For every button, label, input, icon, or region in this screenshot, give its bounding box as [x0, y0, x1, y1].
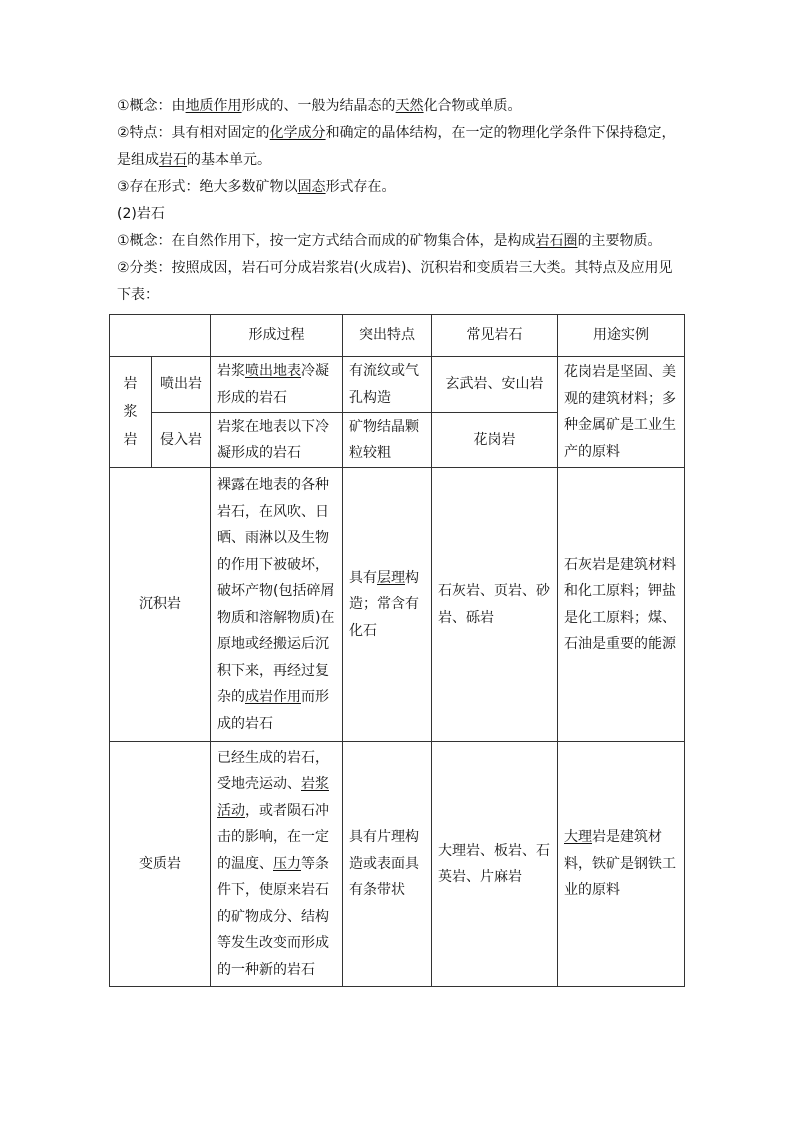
text: 化合物或单质。: [423, 98, 522, 114]
term-diagenesis: 成岩作用: [245, 689, 301, 705]
term-natural: 天然: [395, 98, 424, 114]
term-geological-action: 地质作用: [185, 98, 242, 114]
char: 岩: [123, 376, 138, 392]
intrusive-process: 岩浆在地表以下冷凝形成的岩石: [211, 413, 343, 468]
table-row-metamorphic: [110, 742, 685, 987]
term-bedding: 层理: [377, 569, 405, 586]
metamorphic-use: [558, 742, 685, 987]
mineral-features: [117, 120, 697, 174]
table-row-sedimentary: [110, 468, 685, 742]
text: 是组成: [117, 152, 159, 168]
text: ①概念：由: [117, 98, 186, 114]
char: 浆: [123, 404, 138, 420]
table-row-extrusive: [110, 357, 685, 413]
text: 而形成的岩石: [217, 689, 329, 732]
text: 具有: [349, 569, 377, 586]
extrusive-process: [211, 357, 343, 413]
text: 的主要物质。: [577, 233, 662, 249]
text: 下表：: [117, 287, 159, 303]
term-solid-state: 固态: [297, 179, 326, 195]
text: 等条件下，使原来岩石的矿物成分、结构等发生改变而形成的一种新的岩石: [217, 855, 329, 978]
rock-classification: [117, 255, 697, 309]
text: ③存在形式：绝大多数矿物以: [117, 179, 298, 195]
text: 冷凝形成的岩石: [217, 363, 329, 406]
term-lithosphere: 岩石圈: [535, 233, 578, 249]
rock-concept: [117, 228, 677, 255]
intrusive-feature: 矿物结晶颗粒较粗: [343, 413, 432, 468]
term-rock: 岩石: [159, 152, 187, 168]
mineral-existence: [117, 174, 677, 201]
igneous-label: [110, 357, 152, 468]
text: 岩是建筑材料，铁矿是钢铁工业的原料: [564, 829, 676, 899]
text: 的基本单元。: [187, 152, 271, 168]
header-use: 用途实例: [558, 315, 685, 357]
sedimentary-use: 石灰岩是建筑材料和化工原料；钾盐是化工原料；煤、石油是重要的能源: [558, 468, 685, 742]
sedimentary-process: [211, 468, 343, 742]
mineral-concept: [117, 93, 677, 120]
text: 和确定的晶体结构，在一定的物理化学条件下保持稳定，: [325, 125, 676, 141]
text: 构造；常含有化石: [349, 569, 419, 639]
intrusive-name: 侵入岩: [152, 413, 211, 468]
term-marble: 大理: [564, 829, 592, 846]
rock-table: [109, 314, 685, 987]
text: ②分类：按照成因，岩石可分成岩浆岩(火成岩)、沉积岩和变质岩三大类。其特点及应用见: [117, 260, 673, 276]
sedimentary-rocks: 石灰岩、页岩、砂岩、砾岩: [432, 468, 558, 742]
metamorphic-name: 变质岩: [110, 742, 211, 987]
sedimentary-feature: [343, 468, 432, 742]
text: ，或者陨石冲击的影响，在一定的温度、: [217, 802, 329, 872]
sedimentary-name: 沉积岩: [110, 468, 211, 742]
text: 形成的、一般为结晶态的: [241, 98, 396, 114]
table-header-row: [110, 315, 685, 357]
extrusive-feature: 有流纹或气孔构造: [343, 357, 432, 413]
extrusive-rocks: 玄武岩、安山岩: [432, 357, 558, 413]
header-process: 形成过程: [211, 315, 343, 357]
text: ①概念：在自然作用下，按一定方式结合而成的矿物集合体，是构成: [117, 233, 536, 249]
header-feature: 突出特点: [343, 315, 432, 357]
intrusive-rocks: 花岗岩: [432, 413, 558, 468]
term-chemical-composition: 化学成分: [269, 125, 326, 141]
term-pressure: 压力: [273, 855, 301, 872]
text: 已经生成的岩石，受地壳运动、: [217, 749, 329, 793]
metamorphic-rocks: 大理岩、板岩、石英岩、片麻岩: [432, 742, 558, 987]
term-magma-activity: 岩浆活动: [217, 776, 329, 819]
text: 岩浆: [217, 363, 245, 379]
metamorphic-feature: 具有片理构造或表面具有条带状: [343, 742, 432, 987]
header-empty: [110, 315, 211, 357]
extrusive-name: 喷出岩: [152, 357, 211, 413]
text: ②特点：具有相对固定的: [117, 125, 270, 141]
char: 岩: [123, 432, 138, 448]
term-erupt-surface: 喷出地表: [245, 363, 301, 379]
rock-heading: (2)岩石: [117, 206, 165, 222]
text: 裸露在地表的各种岩石，在风吹、日晒、雨淋以及生物的作用下被破坏，破坏产物(包括碎屑物质和溶解物质)在原地或经搬运后沉积下来，再经过复杂的: [217, 477, 335, 705]
igneous-use: 花岗岩是坚固、美观的建筑材料；多种金属矿是工业生产的原料: [558, 357, 685, 468]
header-rocks: 常见岩石: [432, 315, 558, 357]
text: 形式存在。: [325, 179, 396, 195]
metamorphic-process: [211, 742, 343, 987]
